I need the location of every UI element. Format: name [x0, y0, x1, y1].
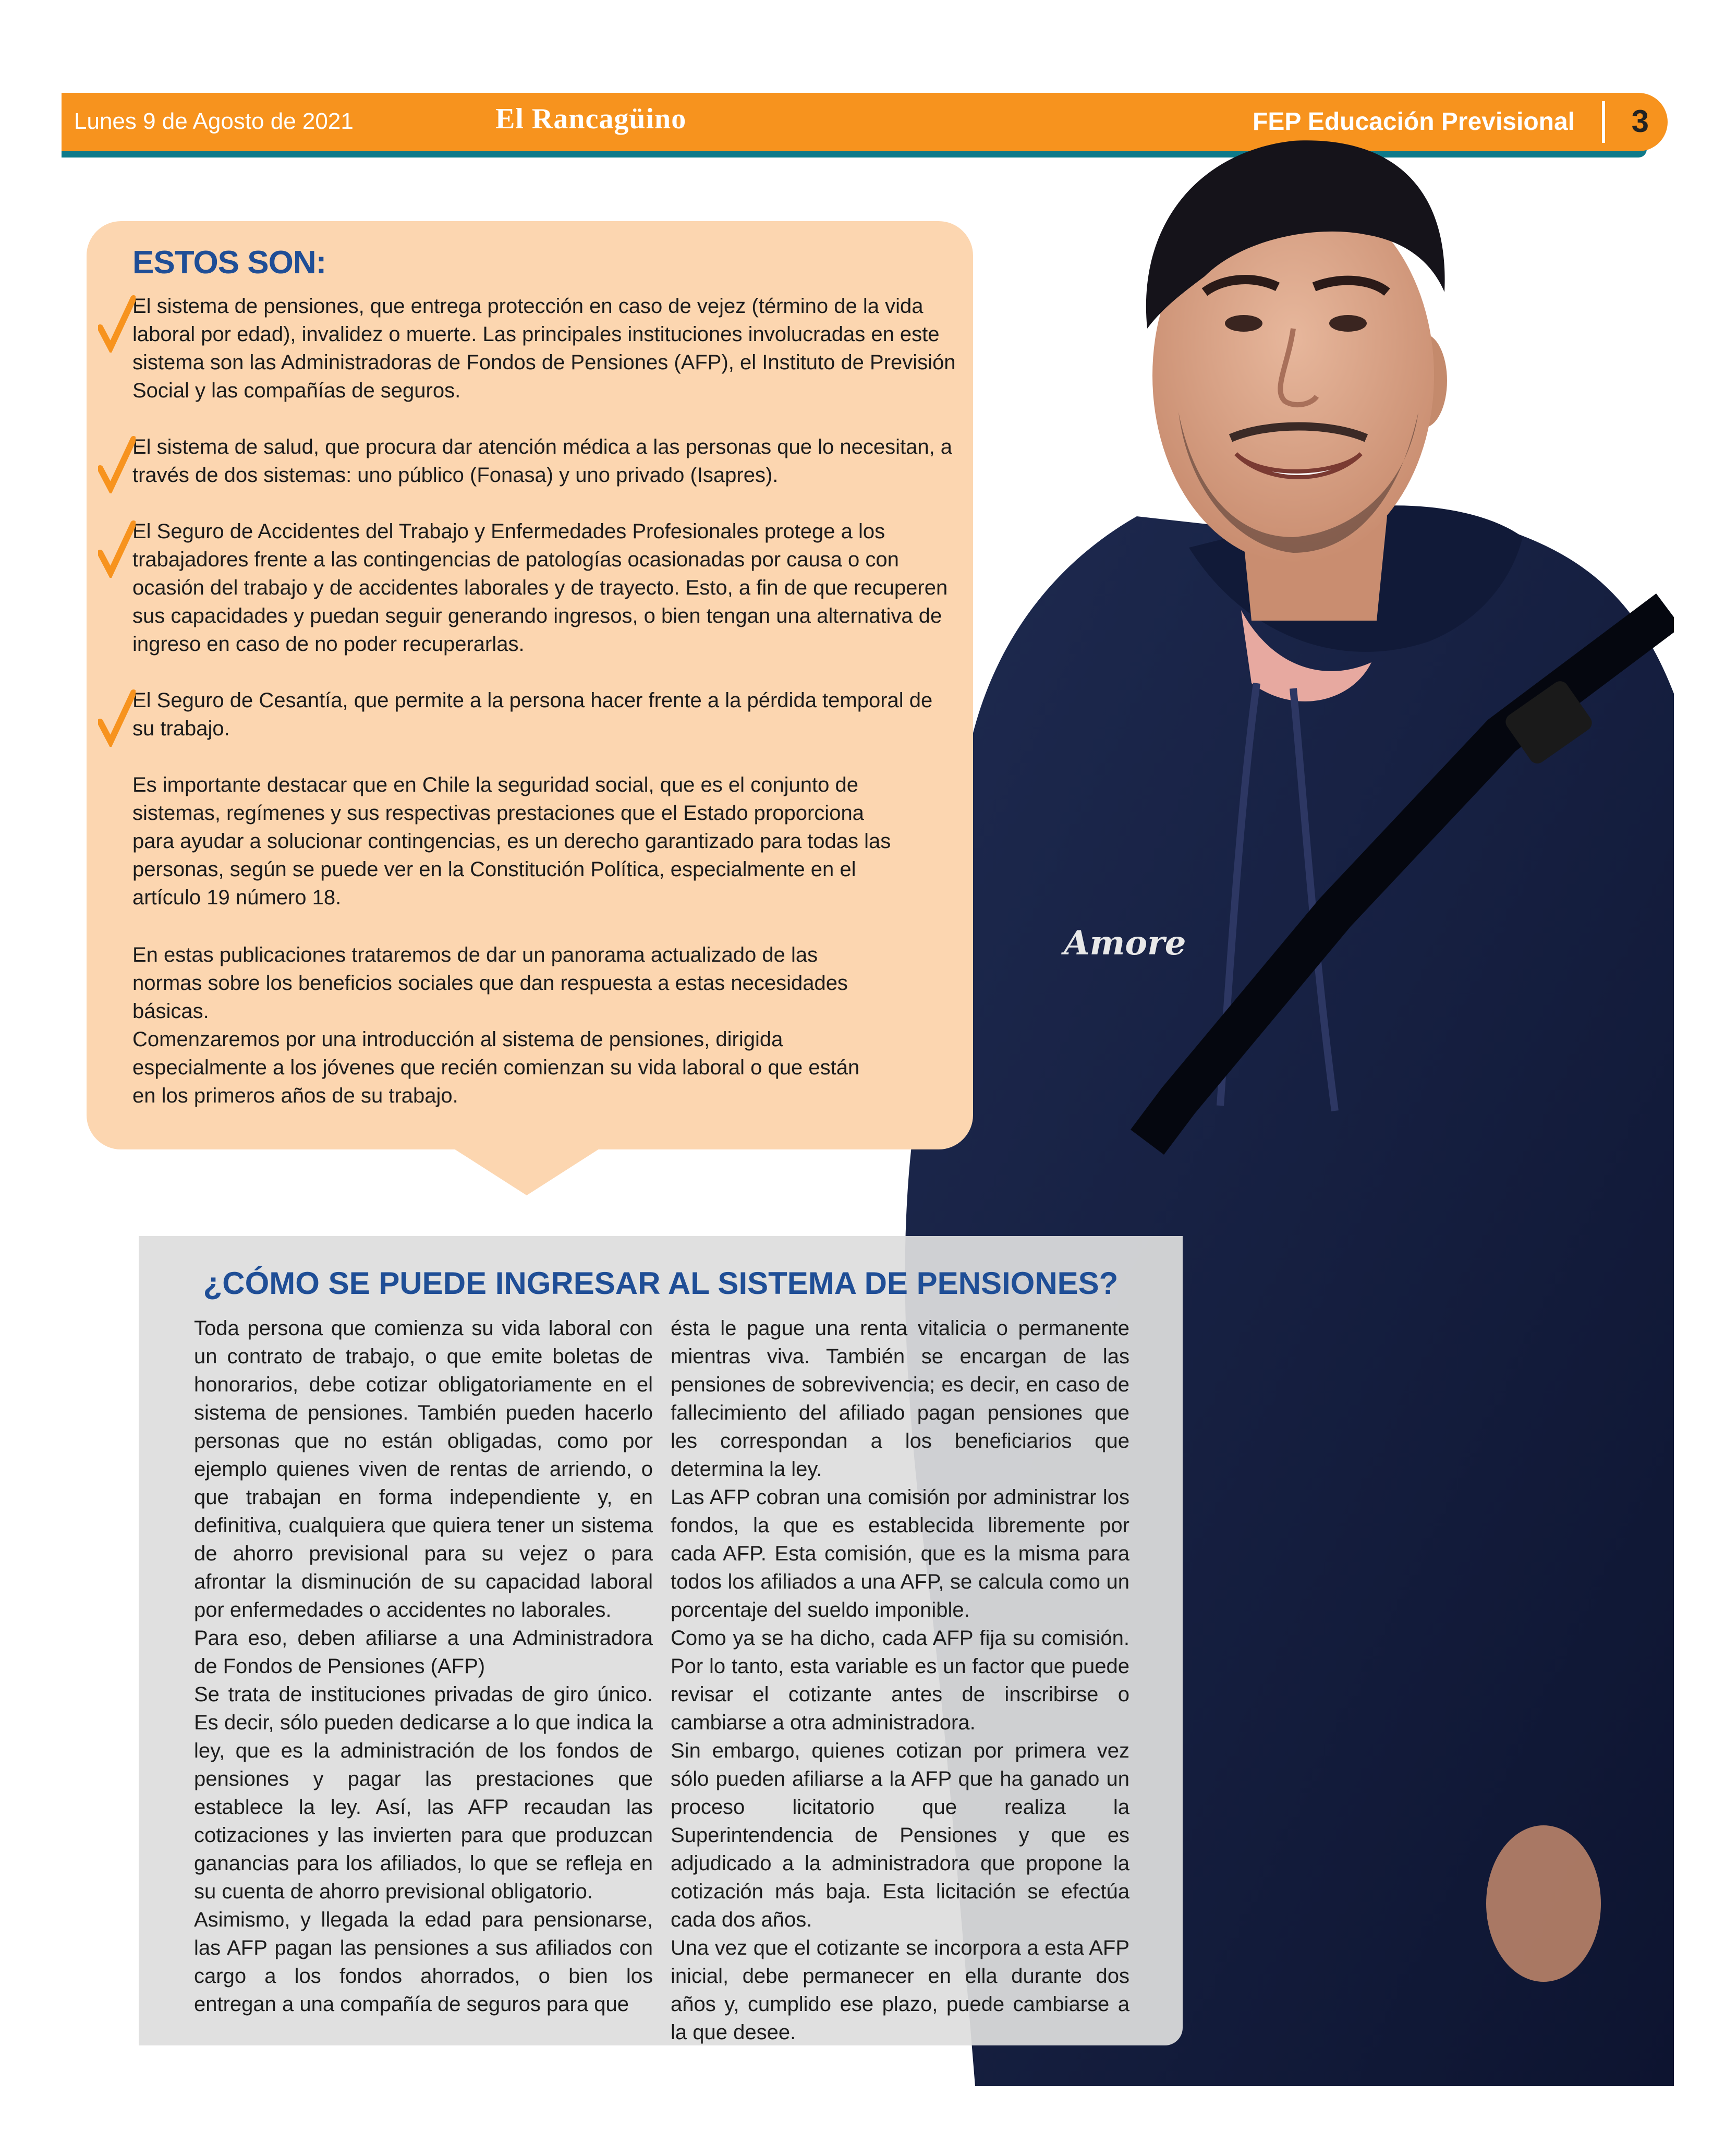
left-paragraph: Toda persona que comienza su vida laboral con un contrato de trabajo, o que emite boletas de honorarios, debe cotizar obligatoriamente en el sistema de pensiones. También pueden hacerlo personas que no están obligadas, como por ejemplo quienes viven de rentas de arriendo, o que trabajan en forma independiente y, en definitiva, cualquiera que quiera tener un sistema de ahorro previsional para su vejez o para afrontar la disminución de su capacidad laboral por enfermedades o accidentes no laborales. [194, 1317, 653, 1621]
check-icon [98, 436, 136, 493]
header-date: Lunes 9 de Agosto de 2021 [74, 108, 354, 134]
paragraph-seguridad-social: Es importante destacar que en Chile la seguridad social, que es el conjunto de sistemas, regímenes y sus respectivas prestaciones que el Estado proporciona para ayudar a solucionar contingencias, es un derecho garantizado para todas las personas, según se puede ver en la Constitución Política, especialmente en el artículo 19 número 18. [132, 773, 891, 909]
check-icon [98, 520, 136, 578]
newspaper-logo: El Rancagüino [495, 103, 687, 135]
right-paragraph: ésta le pague una renta vitalicia o permanente mientras viva. También se encargan de las pensiones de sobrevivencia; es decir, en caso de fallecimiento del afiliado pagan pensiones que les correspondan a los beneficiarios que determina la ley. [671, 1317, 1129, 1481]
left-paragraph: Asimismo, y llegada la edad para pensionarse, las AFP pagan las pensiones a sus afiliados con cargo a los fondos ahorrados, o bien los entregan a una compañía de seguros para que [194, 1908, 653, 2016]
right-paragraph: Como ya se ha dicho, cada AFP fija su comisión. Por lo tanto, esta variable es un factor que puede revisar el cotizante antes de inscribirse o cambiarse a otra administradora. [671, 1627, 1129, 1734]
estos-son-box [87, 221, 973, 1149]
ingresar-title: ¿CÓMO SE PUEDE INGRESAR AL SISTEMA DE PENSIONES? [203, 1266, 1119, 1301]
paragraph-publicaciones: En estas publicaciones trataremos de dar un panorama actualizado de las normas sobre los beneficios sociales que dan respuesta a estas necesidades básicas. [132, 943, 848, 1023]
left-column [194, 1314, 653, 2018]
check-icon [98, 689, 136, 747]
section-name: FEP Educación Previsional [1253, 108, 1575, 136]
right-column [671, 1314, 1129, 2046]
item-pensiones: El sistema de pensiones, que entrega protección en caso de vejez (término de la vida laboral por edad), invalidez o muerte. Las principales instituciones involucradas en este sistema son las Administradoras de Fondos de Pensiones (AFP), el Instituto de Previsión Social y las compañías de seguros. [132, 292, 956, 405]
right-paragraph: Una vez que el cotizante se incorpora a esta AFP inicial, debe permanecer en ella durante dos años y, cumplido ese plazo, puede cambiarse a la que desee. [671, 1936, 1129, 2044]
speech-bubble-tail [448, 1145, 605, 1195]
left-paragraph: Se trata de instituciones privadas de giro único. Es decir, sólo pueden dedicarse a lo que indica la ley, que es la administración de los fondos de pensiones y pagar las prestaciones que establece la ley. Así, las AFP recaudan las cotizaciones y las invierten para que produzcan ganancias para los afiliados, lo que se refleja en su cuenta de ahorro previsional obligatorio. [194, 1683, 653, 1903]
right-paragraph: Las AFP cobran una comisión por administrar los fondos, la que es establecida libremente por cada AFP. Esta comisión, que es la misma para todos los afiliados a una AFP, se calcula como un porcentaje del sueldo imponible. [671, 1486, 1129, 1621]
item-accidentes: El Seguro de Accidentes del Trabajo y Enfermedades Profesionales protege a los trabajadores frente a las contingencias de patologías ocasionadas por causa o con ocasión del trabajo y de accidentes laborales y de trayecto. Esto, a fin de que recuperen sus capacidades y puedan seguir generando ingresos, o bien tengan una alternativa de ingreso en caso de no poder recuperarlas. [132, 517, 956, 658]
box-title: ESTOS SON: [132, 245, 326, 281]
left-paragraph: Para eso, deben afiliarse a una Administradora de Fondos de Pensiones (AFP) [194, 1627, 653, 1678]
right-paragraph: Sin embargo, quienes cotizan por primera vez sólo pueden afiliarse a la AFP que ha ganado un proceso licitatorio que realiza la Superintendencia de Pensiones y que es adjudicado a la administradora que propone la cotización más baja. Esta licitación se efectúa cada dos años. [671, 1739, 1129, 1931]
item-cesantia: El Seguro de Cesantía, que permite a la persona hacer frente a la pérdida temporal de su trabajo. [132, 686, 956, 743]
page-number: 3 [1631, 104, 1649, 139]
item-salud: El sistema de salud, que procura dar atención médica a las personas que lo necesitan, a través de dos sistemas: uno público (Fonasa) y uno privado (Isapres). [132, 433, 956, 489]
ingresar-box [139, 1236, 1183, 2045]
paragraph-introduccion: Comenzaremos por una introducción al sistema de pensiones, dirigida especialmente a los jóvenes que recién comienzan su vida laboral o que están en los primeros años de su trabajo. [132, 1028, 860, 1107]
check-icon [98, 295, 136, 353]
hoodie-print: Amore [1064, 924, 1186, 963]
